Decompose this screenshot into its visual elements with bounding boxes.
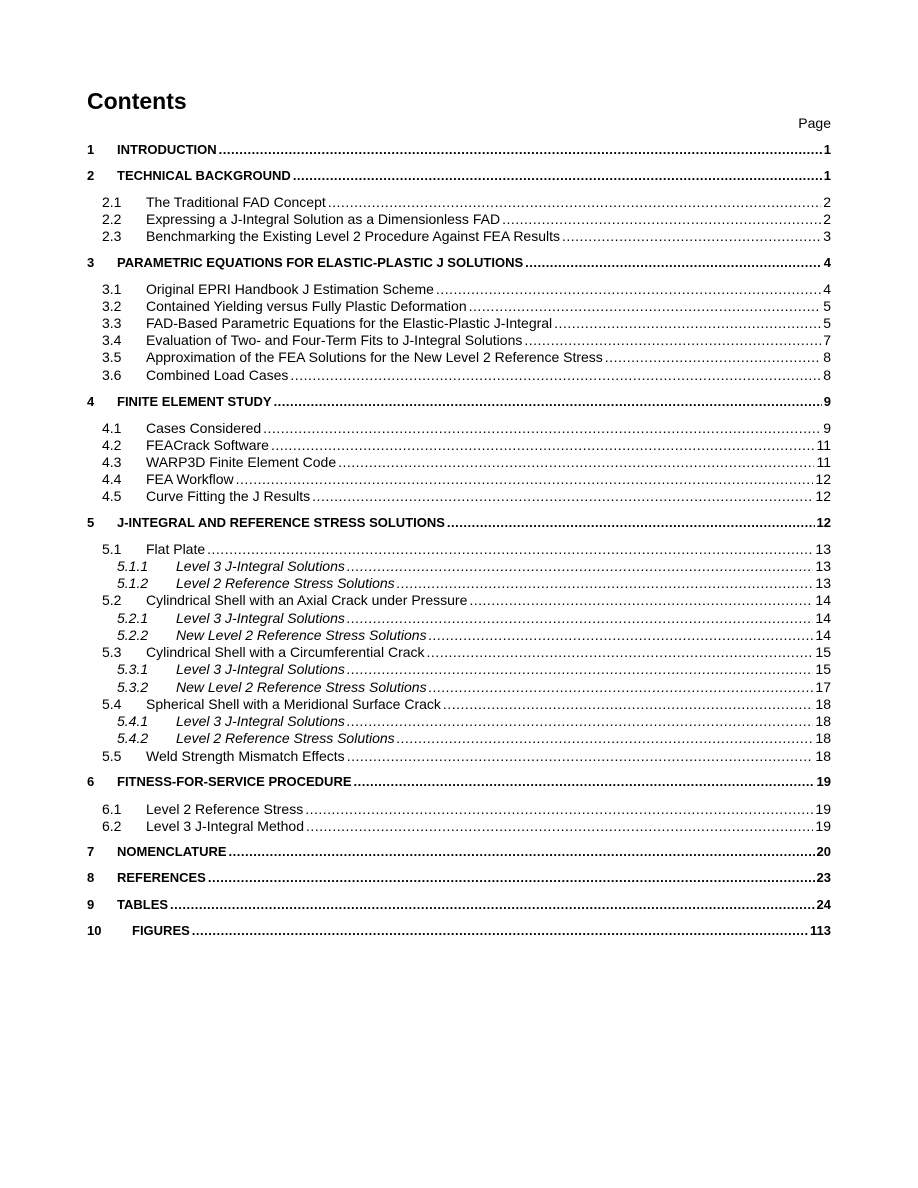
dot-leader	[605, 348, 821, 366]
section-title: Contained Yielding versus Fully Plastic Deformation	[146, 298, 467, 314]
section-number: 4.3	[102, 454, 122, 470]
section-number: 7	[87, 844, 95, 859]
page-number: 18	[815, 748, 831, 764]
page-number: 7	[823, 332, 831, 348]
toc-entry[interactable]	[87, 643, 831, 661]
dot-leader	[347, 557, 814, 575]
section-number: 9	[87, 897, 95, 912]
toc-entry[interactable]	[87, 626, 831, 644]
toc-entry[interactable]	[87, 453, 831, 471]
dot-leader	[192, 922, 808, 940]
toc-entry[interactable]	[87, 167, 831, 185]
page-number: 19	[816, 774, 831, 789]
toc-entry[interactable]	[87, 896, 831, 914]
dot-leader	[347, 712, 814, 730]
dot-leader	[263, 419, 821, 437]
dot-leader	[293, 167, 822, 185]
section-number: 3.3	[102, 315, 122, 331]
section-title: Expressing a J-Integral Solution as a Dimensionless FAD	[146, 211, 501, 227]
page-number: 18	[815, 696, 831, 712]
toc-entry[interactable]	[87, 729, 831, 747]
page-number: 9	[823, 394, 831, 409]
dot-leader	[525, 254, 822, 272]
toc-entry[interactable]	[87, 141, 831, 159]
dot-leader	[436, 280, 821, 298]
dot-leader	[554, 314, 821, 332]
section-title: Level 2 Reference Stress Solutions	[176, 575, 395, 591]
section-title: FEACrack Software	[146, 437, 269, 453]
toc-entry[interactable]	[87, 254, 831, 272]
section-number: 3.4	[102, 332, 122, 348]
section-number: 5.2.2	[117, 627, 149, 643]
dot-leader	[219, 141, 822, 159]
toc-entry[interactable]	[87, 470, 831, 488]
section-title: Flat Plate	[146, 541, 206, 557]
dot-leader	[170, 896, 814, 914]
page-number: 12	[815, 488, 831, 504]
toc-entry[interactable]	[87, 210, 831, 228]
section-title: Level 3 J-Integral Method	[146, 818, 304, 834]
page-column-label: Page	[798, 115, 831, 131]
page-number: 2	[823, 211, 831, 227]
section-title: New Level 2 Reference Stress Solutions	[176, 679, 427, 695]
section-number: 5.2.1	[117, 610, 149, 626]
section-title: Level 2 Reference Stress Solutions	[176, 730, 395, 746]
page-number: 8	[823, 367, 831, 383]
section-title: Approximation of the FEA Solutions for the New Level 2 Reference Stress	[146, 349, 603, 365]
dot-leader	[347, 660, 814, 678]
page-number: 24	[816, 897, 831, 912]
dot-leader	[229, 843, 815, 861]
dot-leader	[469, 591, 813, 609]
section-title: FAD-Based Parametric Equations for the Elastic-Plastic J-Integral	[146, 315, 553, 331]
contents-title: Contents	[87, 88, 187, 114]
section-title: FIGURES	[132, 923, 190, 938]
page-number: 1	[823, 168, 831, 183]
dot-leader	[427, 643, 814, 661]
dot-leader	[524, 331, 821, 349]
dot-leader	[312, 487, 813, 505]
dot-leader	[306, 817, 813, 835]
section-number: 2	[87, 168, 95, 183]
dot-leader	[469, 297, 822, 315]
page-number: 18	[815, 730, 831, 746]
dot-leader	[328, 193, 821, 211]
toc-entry[interactable]	[87, 193, 831, 211]
section-title: FEA Workflow	[146, 471, 234, 487]
section-number: 5.4.1	[117, 713, 149, 729]
toc-entry[interactable]	[87, 800, 831, 818]
page-number: 13	[815, 575, 831, 591]
section-title: Weld Strength Mismatch Effects	[146, 748, 345, 764]
section-number: 5.4.2	[117, 730, 149, 746]
dot-leader	[274, 393, 822, 411]
section-title: WARP3D Finite Element Code	[146, 454, 337, 470]
section-number: 5.1	[102, 541, 122, 557]
dot-leader	[562, 227, 821, 245]
section-title: J-INTEGRAL AND REFERENCE STRESS SOLUTIONS	[117, 515, 445, 530]
section-number: 1	[87, 142, 95, 157]
toc-entry[interactable]	[87, 660, 831, 678]
section-title: New Level 2 Reference Stress Solutions	[176, 627, 427, 643]
section-number: 4.2	[102, 437, 122, 453]
section-title: PARAMETRIC EQUATIONS FOR ELASTIC-PLASTIC J SOLUTIONS	[117, 255, 524, 270]
toc-entry[interactable]	[87, 348, 831, 366]
section-title: Evaluation of Two- and Four-Term Fits to J-Integral Solutions	[146, 332, 523, 348]
dot-leader	[208, 869, 815, 887]
section-number: 3.2	[102, 298, 122, 314]
dot-leader	[347, 747, 814, 765]
dot-leader	[271, 436, 815, 454]
section-number: 4.1	[102, 420, 122, 436]
section-title: The Traditional FAD Concept	[146, 194, 326, 210]
section-title: Cases Considered	[146, 420, 262, 436]
dot-leader	[397, 729, 814, 747]
toc-entry[interactable]	[87, 419, 831, 437]
page-number: 3	[823, 228, 831, 244]
page-number: 17	[815, 679, 831, 695]
dot-leader	[338, 453, 814, 471]
section-number: 8	[87, 870, 95, 885]
dot-leader	[207, 540, 813, 558]
dot-leader	[305, 800, 813, 818]
dot-leader	[354, 773, 815, 791]
toc-entry[interactable]	[87, 922, 831, 940]
toc-entry[interactable]	[87, 331, 831, 349]
toc-entry[interactable]	[87, 487, 831, 505]
section-number: 5.1.1	[117, 558, 149, 574]
page-number: 12	[815, 471, 831, 487]
section-number: 6.1	[102, 801, 122, 817]
toc-entry[interactable]	[87, 843, 831, 861]
section-title: Benchmarking the Existing Level 2 Procedure Against FEA Results	[146, 228, 560, 244]
page-number: 14	[815, 592, 831, 608]
dot-leader	[290, 366, 821, 384]
toc-entry[interactable]	[87, 869, 831, 887]
toc-entry[interactable]	[87, 393, 831, 411]
section-number: 5.3.2	[117, 679, 149, 695]
page-number: 15	[815, 644, 831, 660]
toc-entry[interactable]	[87, 514, 831, 532]
page-number: 113	[810, 923, 831, 938]
section-title: Cylindrical Shell with an Axial Crack under Pressure	[146, 592, 468, 608]
page-number: 20	[816, 844, 831, 859]
toc-entry[interactable]	[87, 773, 831, 791]
section-number: 2.2	[102, 211, 122, 227]
section-title: Level 3 J-Integral Solutions	[176, 558, 345, 574]
section-title: Level 3 J-Integral Solutions	[176, 713, 345, 729]
section-number: 2.3	[102, 228, 122, 244]
section-title: Original EPRI Handbook J Estimation Scheme	[146, 281, 434, 297]
section-title: Cylindrical Shell with a Circumferential Crack	[146, 644, 425, 660]
section-number: 3.6	[102, 367, 122, 383]
toc-entry[interactable]	[87, 436, 831, 454]
section-number: 5	[87, 515, 95, 530]
section-title: Combined Load Cases	[146, 367, 289, 383]
page-number: 4	[823, 255, 831, 270]
page-number: 18	[815, 713, 831, 729]
section-title: INTRODUCTION	[117, 142, 217, 157]
page-number: 11	[816, 454, 831, 470]
page-number: 5	[823, 315, 831, 331]
toc-entry[interactable]	[87, 817, 831, 835]
dot-leader	[447, 514, 815, 532]
page-number: 5	[823, 298, 831, 314]
section-number: 3	[87, 255, 95, 270]
section-number: 4.4	[102, 471, 122, 487]
section-number: 4.5	[102, 488, 122, 504]
toc-entry[interactable]	[87, 678, 831, 696]
section-number: 6	[87, 774, 95, 789]
toc-entry[interactable]	[87, 297, 831, 315]
page-number: 11	[816, 437, 831, 453]
toc-entry[interactable]	[87, 609, 831, 627]
section-number: 5.5	[102, 748, 122, 764]
page-number: 19	[815, 818, 831, 834]
page-number: 19	[815, 801, 831, 817]
page-number: 12	[816, 515, 831, 530]
toc-entry[interactable]	[87, 314, 831, 332]
section-number: 3.5	[102, 349, 122, 365]
section-title: TECHNICAL BACKGROUND	[117, 168, 291, 183]
section-title: FINITE ELEMENT STUDY	[117, 394, 272, 409]
page-number: 15	[815, 661, 831, 677]
section-title: Spherical Shell with a Meridional Surface Crack	[146, 696, 441, 712]
section-number: 5.1.2	[117, 575, 149, 591]
toc-entry[interactable]	[87, 574, 831, 592]
page-number: 9	[823, 420, 831, 436]
toc-entry[interactable]	[87, 557, 831, 575]
dot-leader	[236, 470, 814, 488]
section-title: REFERENCES	[117, 870, 206, 885]
dot-leader	[429, 626, 814, 644]
toc-entry[interactable]	[87, 540, 831, 558]
section-title: FITNESS-FOR-SERVICE PROCEDURE	[117, 774, 352, 789]
page-number: 14	[815, 610, 831, 626]
dot-leader	[347, 609, 814, 627]
page-number: 13	[815, 558, 831, 574]
section-number: 2.1	[102, 194, 122, 210]
toc-entry[interactable]	[87, 712, 831, 730]
section-number: 5.3.1	[117, 661, 149, 677]
page-number: 13	[815, 541, 831, 557]
section-title: Curve Fitting the J Results	[146, 488, 311, 504]
page-number: 14	[815, 627, 831, 643]
toc-entry[interactable]	[87, 227, 831, 245]
page-number: 23	[816, 870, 831, 885]
page-number: 8	[823, 349, 831, 365]
toc-entry[interactable]	[87, 280, 831, 298]
toc-entry[interactable]	[87, 695, 831, 713]
page-number: 4	[823, 281, 831, 297]
page-number: 1	[823, 142, 831, 157]
section-number: 5.3	[102, 644, 122, 660]
section-number: 4	[87, 394, 95, 409]
dot-leader	[502, 210, 821, 228]
section-number: 5.2	[102, 592, 122, 608]
page-number: 2	[823, 194, 831, 210]
section-title: Level 3 J-Integral Solutions	[176, 661, 345, 677]
section-number: 5.4	[102, 696, 122, 712]
section-title: NOMENCLATURE	[117, 844, 227, 859]
toc-entry[interactable]	[87, 591, 831, 609]
section-number: 6.2	[102, 818, 122, 834]
dot-leader	[429, 678, 814, 696]
section-title: Level 3 J-Integral Solutions	[176, 610, 345, 626]
dot-leader	[397, 574, 814, 592]
section-title: Level 2 Reference Stress	[146, 801, 304, 817]
section-title: TABLES	[117, 897, 169, 912]
toc-entry[interactable]	[87, 747, 831, 765]
section-number: 3.1	[102, 281, 122, 297]
dot-leader	[443, 695, 814, 713]
section-number: 10	[87, 923, 102, 938]
toc-entry[interactable]	[87, 366, 831, 384]
